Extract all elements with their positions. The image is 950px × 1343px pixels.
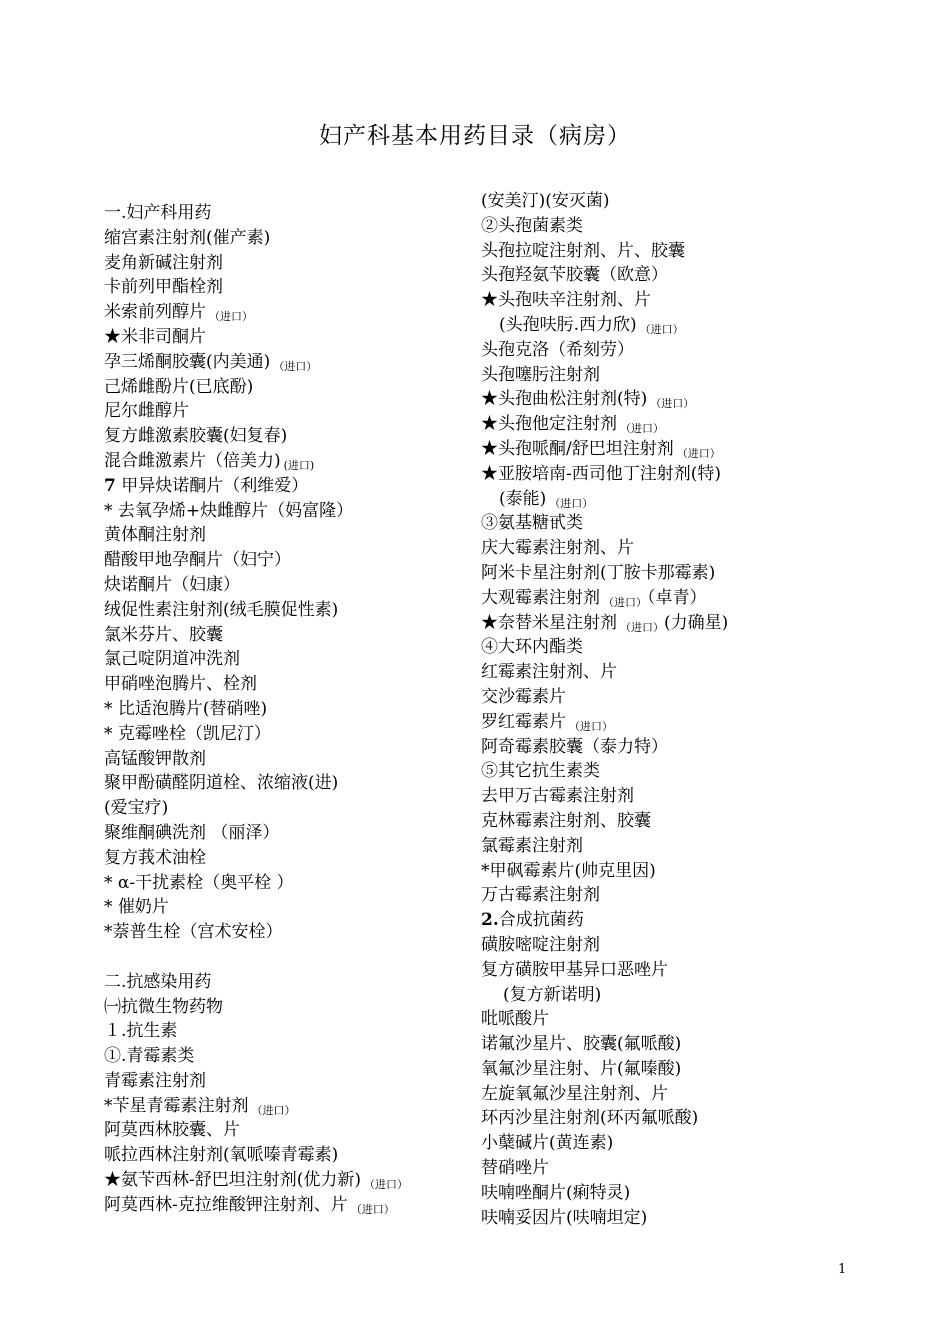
list-item [481, 1181, 881, 1206]
page-number: 1 [838, 1262, 847, 1277]
list-item [481, 933, 881, 958]
list-item [481, 635, 881, 660]
list-item [481, 710, 881, 735]
item-text: 阿米卡星注射剂(丁胺卡那霉素) [481, 562, 716, 583]
list-item [481, 735, 881, 760]
page-title: 妇产科基本用药目录（病房） [319, 123, 631, 149]
item-text: 左旋氧氟沙星注射剂、片 [481, 1083, 668, 1104]
list-item [481, 1032, 881, 1057]
item-text: (头孢呋肟.西力欣) [499, 314, 637, 335]
item-text: 氯霉素注射剂 [481, 835, 583, 856]
import-note: （进口） [676, 446, 721, 460]
list-item [104, 499, 464, 524]
list-item [481, 437, 881, 462]
item-text: (爱宝疗) [104, 798, 169, 819]
item-text: 米索前列醇片 [104, 302, 206, 323]
item-text: 呋喃唑酮片(痢特灵) [481, 1182, 631, 1203]
item-text: 去甲万古霉素注射剂 [481, 786, 634, 807]
item-text: * 克霉唑栓（凯尼汀） [104, 723, 271, 744]
list-item [481, 338, 881, 363]
list-item [481, 586, 881, 611]
list-item [104, 771, 464, 796]
item-text: (安美汀)(安灭菌) [481, 191, 610, 211]
list-item [481, 214, 881, 239]
item-text: 孕三烯酮胶囊(内美通) [104, 351, 271, 372]
list-item [481, 511, 881, 536]
item-text: (复方新诺明) [503, 984, 602, 1005]
list-item [104, 573, 464, 598]
item-text: 氯己啶阴道冲洗剂 [104, 649, 240, 670]
list-item [104, 697, 464, 722]
item-text: 阿奇霉素胶囊（泰力特） [481, 736, 668, 757]
list-item [481, 883, 881, 908]
list-item [481, 859, 881, 884]
item-text: 诺氟沙星片、胶囊(氟哌酸) [481, 1034, 682, 1055]
item-text: 氯米芬片、胶囊 [104, 624, 223, 645]
item-text: 聚甲酚磺醛阴道栓、浓缩液(进) [104, 773, 339, 794]
item-text: * 催奶片 [104, 897, 169, 918]
list-item [481, 239, 881, 264]
import-note: （进口） [639, 322, 684, 336]
list-item [104, 995, 464, 1020]
item-text: 二.抗感染用药 [104, 971, 212, 992]
list-item [104, 920, 464, 945]
list-item [481, 288, 881, 313]
item-text: 交沙霉素片 [481, 686, 566, 707]
import-note: (进口) [283, 458, 315, 472]
list-item [481, 784, 881, 809]
list-item [481, 412, 881, 437]
item-text: 罗红霉素片 [481, 711, 566, 732]
list-item [104, 325, 464, 350]
item-text: 头孢拉啶注射剂、片、胶囊 [481, 240, 685, 261]
list-item [481, 1057, 881, 1082]
item-text: 庆大霉素注射剂、片 [481, 538, 634, 559]
list-item [104, 1019, 464, 1044]
item-text: ★亚胺培南-西司他丁注射剂(特) [481, 463, 722, 484]
list-item [104, 449, 464, 474]
list-item [481, 660, 881, 685]
import-note: （进口） [620, 422, 664, 436]
import-note: （进口） [549, 496, 594, 510]
item-text: ★奈替米星注射剂 [481, 612, 617, 633]
item-text: 2.合成抗菌药 [481, 910, 584, 931]
list-item [481, 685, 881, 710]
list-item [481, 189, 881, 214]
list-item [104, 846, 464, 871]
list-item [104, 1193, 464, 1218]
import-note: （进口） [273, 359, 318, 373]
list-item [481, 487, 881, 512]
import-note: （进口） [350, 1202, 395, 1216]
item-text: 复方莪术油栓 [104, 847, 206, 868]
item-text: 醋酸甲地孕酮片（妇宁） [104, 550, 291, 571]
list-item [104, 350, 464, 375]
list-item [104, 251, 464, 276]
item-text: *苄星青霉素注射剂 [104, 1095, 249, 1116]
import-note: （进口） [209, 310, 253, 324]
list-item [481, 759, 881, 784]
list-item [104, 1069, 464, 1094]
list-item [481, 958, 881, 983]
list-item [104, 1143, 464, 1168]
list-item [104, 548, 464, 573]
item-text: 小蘖碱片(黄连素) [481, 1133, 614, 1154]
right-column [481, 189, 881, 1230]
item-text: 一.妇产科用药 [104, 203, 212, 223]
item-text: 高锰酸钾散剂 [104, 748, 206, 769]
item-text: * α-干扰素栓（奥平栓 ） [104, 872, 294, 893]
list-item [104, 523, 464, 548]
item-text: 绒促性素注射剂(绒毛膜促性素) [104, 599, 339, 620]
item-text: * 去氧孕烯+炔雌醇片（妈富隆） [104, 500, 354, 521]
list-item [104, 201, 464, 226]
item-text: ④大环内酯类 [481, 637, 583, 658]
item-text: 克林霉素注射剂、胶囊 [481, 810, 651, 831]
list-item [104, 1118, 464, 1143]
list-item [481, 983, 881, 1008]
import-note: （进口） [620, 620, 664, 634]
item-text: 麦角新碱注射剂 [104, 252, 223, 273]
item-text: ★头孢曲松注射剂(特) [481, 389, 648, 410]
item-text: 替硝唑片 [481, 1158, 549, 1179]
list-item [104, 647, 464, 672]
item-text: 氧氟沙星注射、片(氟嗪酸) [481, 1058, 682, 1079]
list-item [104, 375, 464, 400]
list-item [481, 462, 881, 487]
item-text: 炔诺酮片（妇康） [104, 574, 240, 595]
list-item [104, 474, 464, 499]
item-text: 环丙沙星注射剂(环丙氟哌酸) [481, 1108, 699, 1129]
list-item [481, 1082, 881, 1107]
list-item [481, 313, 881, 338]
list-item [481, 536, 881, 561]
list-item [481, 363, 881, 388]
item-text: 己烯雌酚片(已底酚) [104, 376, 254, 397]
item-text: 吡哌酸片 [481, 1009, 549, 1030]
list-item [481, 387, 881, 412]
list-item [104, 871, 464, 896]
list-item [481, 908, 881, 933]
import-note: （进口） [650, 397, 695, 411]
import-note: （进口） [364, 1178, 409, 1192]
list-item [104, 747, 464, 772]
list-item [104, 623, 464, 648]
list-item [104, 796, 464, 821]
item-text: *甲砜霉素片(帅克里因) [481, 860, 656, 881]
item-text: 阿莫西林-克拉维酸钾注射剂、片 [104, 1194, 348, 1215]
item-text: ⑤其它抗生素类 [481, 761, 600, 782]
item-text: ★头孢呋辛注射剂、片 [481, 290, 651, 311]
list-item [104, 1044, 464, 1069]
item-text: 聚维酮碘洗剂 （丽泽） [104, 822, 280, 843]
list-item [104, 399, 464, 424]
item-text: ㈠抗微生物药物 [104, 996, 223, 1017]
list-item [104, 722, 464, 747]
item-text: 大观霉素注射剂 [481, 587, 600, 608]
item-text: 卡前列甲酯栓剂 [104, 277, 223, 298]
import-note: （进口） [251, 1103, 296, 1117]
item-text: 头孢羟氨苄胶囊（欧意） [481, 265, 668, 286]
item-text: *萘普生栓（宫术安栓） [104, 922, 283, 943]
list-item [104, 945, 464, 970]
item-text: ②头孢菌素类 [481, 215, 583, 236]
list-item [104, 895, 464, 920]
item-text: 头孢噻肟注射剂 [481, 364, 600, 385]
list-item [481, 1007, 881, 1032]
list-item [104, 1094, 464, 1119]
item-text: ★米非司酮片 [104, 326, 206, 347]
list-item [481, 1156, 881, 1181]
item-text: 7 甲异炔诺酮片（利维爱） [104, 475, 309, 496]
item-text: 阿莫西林胶囊、片 [104, 1120, 240, 1141]
list-item [104, 275, 464, 300]
item-text: ③氨基糖甙类 [481, 513, 583, 534]
item-text: ★头孢他定注射剂 [481, 414, 617, 435]
item-text: 青霉素注射剂 [104, 1070, 206, 1091]
item-text: (泰能) [499, 488, 547, 509]
item-text: 尼尔雌醇片 [104, 401, 189, 422]
left-column [104, 201, 464, 1218]
item-text: 头孢克洛（希刻劳） [481, 339, 634, 360]
list-item [104, 672, 464, 697]
list-item [481, 263, 881, 288]
item-text: ★头孢哌酮/舒巴坦注射剂 [481, 438, 674, 459]
list-item [481, 809, 881, 834]
item-suffix: （卓青） [647, 587, 707, 608]
item-text: 缩宫素注射剂(催产素) [104, 227, 271, 248]
list-item [104, 821, 464, 846]
item-text: 复方雌激素胶囊(妇复春) [104, 426, 288, 447]
list-item [481, 561, 881, 586]
item-text: １.抗生素 [104, 1021, 178, 1042]
item-text: 磺胺嘧啶注射剂 [481, 934, 600, 955]
item-text: ★氨苄西林-舒巴坦注射剂(优力新) [104, 1170, 362, 1191]
list-item [104, 970, 464, 995]
list-item [104, 226, 464, 251]
item-text: 呋喃妥因片(呋喃坦定) [481, 1207, 648, 1228]
item-text: 哌拉西林注射剂(氧哌嗪青霉素) [104, 1145, 339, 1166]
list-item [481, 1206, 881, 1231]
list-item [481, 1106, 881, 1131]
item-text: 红霉素注射剂、片 [481, 662, 617, 683]
list-item [104, 300, 464, 325]
list-item [481, 611, 881, 636]
item-text: 甲硝唑泡腾片、栓剂 [104, 674, 257, 695]
item-text: 复方磺胺甲基异口恶唑片 [481, 959, 668, 980]
list-item [104, 1168, 464, 1193]
list-item [481, 834, 881, 859]
item-text: 黄体酮注射剂 [104, 525, 206, 546]
list-item [481, 1131, 881, 1156]
list-item [104, 598, 464, 623]
item-text: 混合雌激素片（倍美力) [104, 450, 281, 471]
import-note: （进口） [569, 719, 613, 733]
item-text: * 比适泡腾片(替硝唑) [104, 698, 268, 719]
item-suffix: (力确星) [664, 612, 729, 633]
item-text: 万古霉素注射剂 [481, 885, 600, 906]
item-text: ①.青霉素类 [104, 1046, 195, 1067]
import-note: （进口） [603, 595, 647, 609]
list-item [104, 424, 464, 449]
